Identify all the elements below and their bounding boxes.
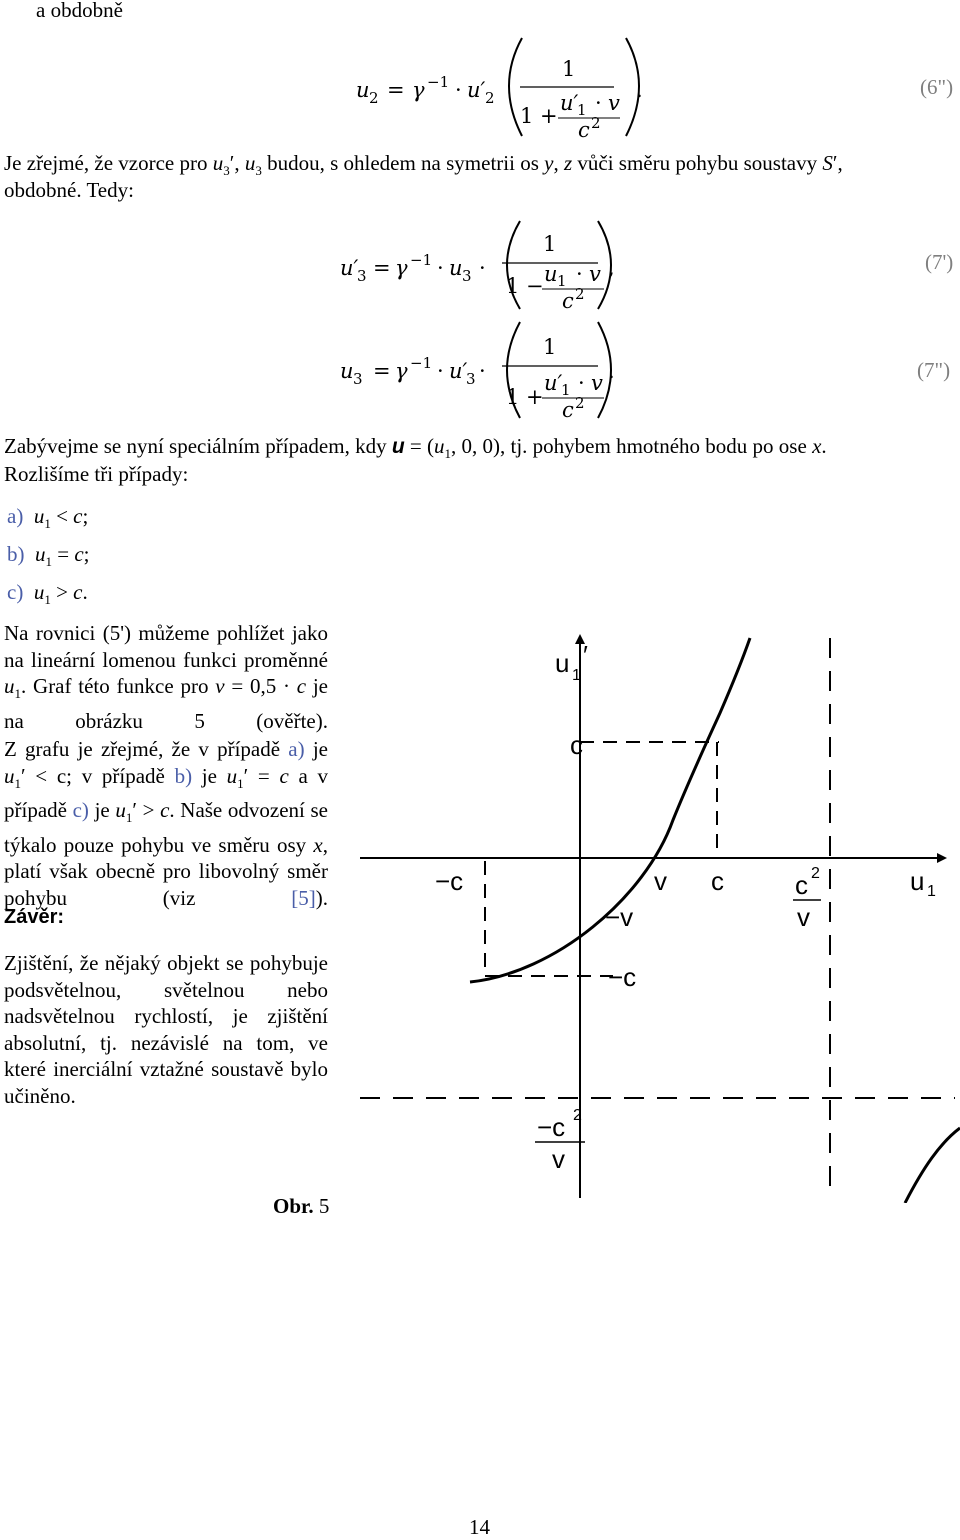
y-axis-label-sub: 1 [572,667,581,684]
svg-text:2: 2 [591,114,601,132]
label-c2-over-v-sup: 2 [811,865,820,882]
svg-text:v: v [589,262,601,286]
svg-text:,: , [608,256,615,280]
paragraph-1-line-2: obdobné. Tedy: [4,178,134,202]
intro-fragment: a obdobně [36,0,123,22]
equation-tag-7pp: (7") [917,358,951,382]
svg-text:−1: −1 [427,73,450,91]
svg-text:·: · [576,262,583,286]
case-a-label: a) [7,504,24,528]
svg-text:3: 3 [357,267,367,285]
svg-text:=: = [387,78,405,102]
svg-text:1 +: 1 + [506,385,544,409]
x-axis-label: u [910,866,925,896]
paragraph-2-line-2: Rozlišíme tři případy: [4,462,189,486]
svg-text:γ: γ [395,359,408,383]
curve-right-branch [905,1128,960,1203]
svg-text:v: v [608,91,620,115]
label-minus-c2-over-v-denominator: v [552,1144,565,1174]
conclusion-heading: Závěr: [4,906,65,928]
paragraph-2-line-1: Zabývejme se nyní speciálním případem, kdy $u = (u_1$, 0, 0), tj. pohybem hmotného bodu po ose x. [4,434,827,462]
svg-text:γ: γ [395,256,408,280]
svg-text:.: . [608,359,615,383]
y-axis-label-prime: ′ [583,640,588,670]
svg-text:2: 2 [575,394,585,412]
equation-tag-7p: (7') [925,250,954,274]
svg-text:·: · [578,371,585,395]
svg-text:3: 3 [466,370,476,388]
label-c2-over-v: c [795,870,808,900]
svg-text:·: · [437,359,444,383]
svg-text:·: · [595,91,602,115]
svg-text:=: = [373,256,391,280]
svg-text:1: 1 [557,272,567,290]
svg-text:c: c [562,398,574,422]
svg-text:2: 2 [369,89,379,107]
equation-6pp [350,30,650,145]
case-c: c) $u_1 > c$. [7,580,88,608]
label-c: c [570,730,583,760]
paragraph-4: Z grafu je zřejmé, že v případě a) je $u_1' < c$; v případě b) je $u_1' = c$ a v případě c) je $u_1' > c$. Naše odvození se týkalo pouze pohybu ve směru osy x, platí však obecně pro libovolný směr pohybu (viz [5]). [4,737,329,910]
svg-text:·: · [455,78,462,102]
svg-text:v: v [591,371,603,395]
svg-text:−1: −1 [410,354,433,372]
svg-text:1 +: 1 + [520,104,558,128]
svg-text:u: u [340,359,354,383]
case-c-label: c) [7,580,24,604]
svg-text:u′: u′ [560,91,579,115]
svg-text:1: 1 [543,232,557,256]
svg-text:1 −: 1 − [506,274,544,298]
y-axis-label: u [555,648,570,678]
equation-7pp [340,318,660,428]
svg-text:c: c [578,118,590,142]
svg-text:c: c [562,289,574,313]
svg-text:γ: γ [412,78,425,102]
svg-text:u′: u′ [467,78,486,102]
case-b: b) $u_1 = c$; [7,542,90,570]
case-b-label: b) [7,542,25,566]
svg-text:1: 1 [543,335,557,359]
figure-5-graph [355,628,960,1203]
svg-text:u: u [449,256,463,280]
svg-text:·: · [479,359,486,383]
svg-text:·: · [437,256,444,280]
svg-text:1: 1 [562,57,576,81]
svg-text:u′: u′ [544,371,563,395]
label-minus-c2-over-v-sup: 2 [573,1107,582,1124]
paragraph-5: Zjištění, že nějaký objekt se pohybuje podsvětelnou, světelnou nebo nadsvětelnou rychlostí, je zjištění absolutní, tj. nezávislé na tom, ve které inerciální vztažné soustavě bylo učiněno. [4,951,328,1108]
label-c2-over-v-denominator: v [797,902,810,932]
svg-text:u′: u′ [449,359,468,383]
svg-text:u: u [356,78,370,102]
label-minus-c-x: −c [435,866,464,896]
svg-text:−1: −1 [410,251,433,269]
equation-tag-6pp: (6") [920,75,954,99]
svg-text:2: 2 [575,285,585,303]
label-minus-v: −v [605,902,634,932]
svg-text:1: 1 [561,381,571,399]
equation-7p [340,215,660,315]
svg-text:u′: u′ [340,256,359,280]
x-axis-label-sub: 1 [927,883,936,900]
page-number: 14 [469,1515,490,1539]
label-minus-c-y: −c [608,962,637,992]
svg-text:=: = [373,359,391,383]
label-v: v [654,866,667,896]
paragraph-3: Na rovnici (5') můžeme pohlížet jako na lineární lomenou funkci proměnné $u_1$. Graf této funkce pro v = 0,5 · c je na obrázku 5 (ověřte). [4,621,328,733]
case-a: a) $u_1 < c$; [7,504,89,532]
svg-text:·: · [479,256,486,280]
figure-caption: Obr. 5 [273,1194,330,1218]
label-c-x: c [711,866,724,896]
svg-text:.: . [636,78,643,102]
svg-text:2: 2 [485,89,495,107]
svg-text:3: 3 [462,267,472,285]
svg-text:u: u [544,262,558,286]
svg-text:3: 3 [353,370,363,388]
paragraph-1-line-1: Je zřejmé, že vzorce pro $u_3'$, $u_3$ budou, s ohledem na symetrii os y, z vůči směru pohybu soustavy S′, [4,151,843,179]
svg-text:1: 1 [577,101,587,119]
label-minus-c2-over-v: −c [537,1112,566,1142]
